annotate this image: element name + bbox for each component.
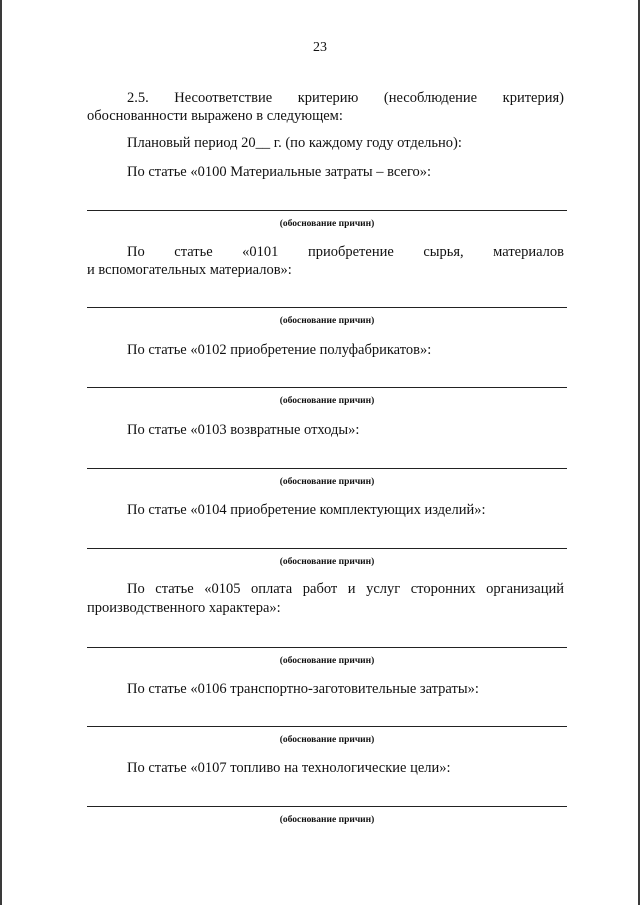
- article-0103: По статье «0103 возвратные отходы»:: [127, 422, 360, 438]
- caption-0103: (обоснование причин): [279, 477, 375, 487]
- page-number: 23: [313, 40, 327, 55]
- fill-line-0104: [87, 548, 567, 549]
- article-0107: По статье «0107 топливо на технологические цели»:: [127, 760, 451, 776]
- caption-0107: (обоснование причин): [279, 815, 375, 825]
- caption-0102: (обоснование причин): [279, 396, 375, 406]
- article-0104: По статье «0104 приобретение комплектующих изделий»:: [127, 502, 486, 518]
- article-0106: По статье «0106 транспортно-заготовительные затраты»:: [127, 681, 479, 697]
- article-0105-line-2: производственного характера»:: [87, 600, 281, 616]
- fill-line-0100: [87, 210, 567, 211]
- caption-0101: (обоснование причин): [279, 316, 375, 326]
- intro-line-1: 2.5. Несоответствие критерию (несоблюдение критерия): [127, 90, 564, 106]
- caption-0100: (обоснование причин): [279, 219, 375, 229]
- article-0105-line-1: По статье «0105 оплата работ и услуг сторонних организаций: [127, 581, 564, 597]
- planned-period: Плановый период 20__ г. (по каждому году отдельно):: [127, 135, 462, 151]
- article-0101-line-2: и вспомогательных материалов»:: [87, 262, 292, 278]
- caption-0105: (обоснование причин): [279, 656, 375, 666]
- article-0101-line-1: По статье «0101 приобретение сырья, материалов: [127, 244, 564, 260]
- fill-line-0103: [87, 468, 567, 469]
- fill-line-0106: [87, 726, 567, 727]
- article-0100: По статье «0100 Материальные затраты – всего»:: [127, 164, 432, 180]
- page-edge-left: [0, 0, 2, 905]
- caption-0104: (обоснование причин): [279, 557, 375, 567]
- caption-0106: (обоснование причин): [279, 735, 375, 745]
- fill-line-0101: [87, 307, 567, 308]
- fill-line-0107: [87, 806, 567, 807]
- intro-line-2: обоснованности выражено в следующем:: [87, 108, 343, 124]
- fill-line-0102: [87, 387, 567, 388]
- fill-line-0105: [87, 647, 567, 648]
- article-0102: По статье «0102 приобретение полуфабрикатов»:: [127, 342, 432, 358]
